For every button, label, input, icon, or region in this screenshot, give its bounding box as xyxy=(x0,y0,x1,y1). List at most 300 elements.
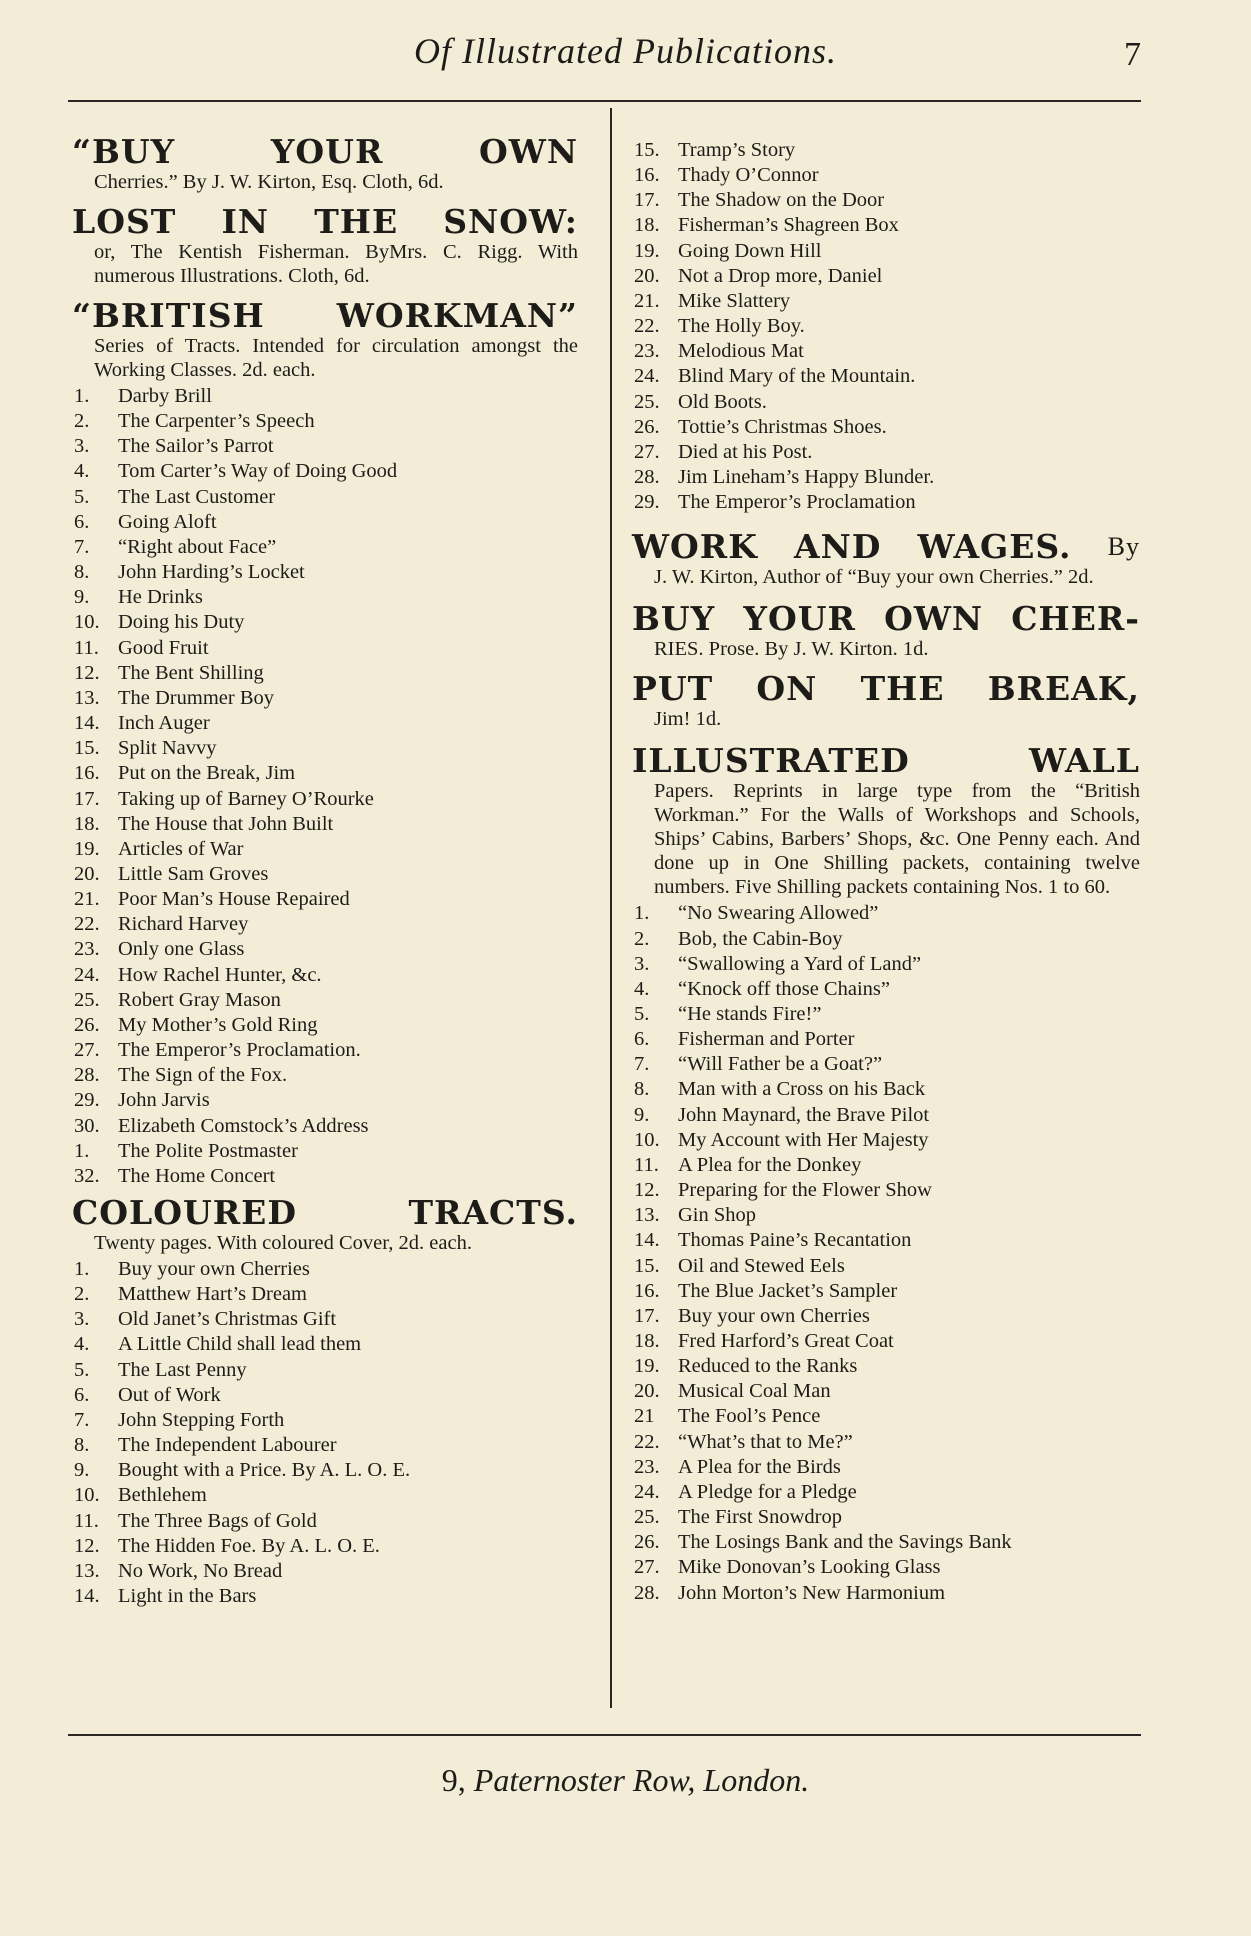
item-title: The Three Bags of Gold xyxy=(118,1509,317,1532)
item-title: The Blue Jacket’s Sampler xyxy=(678,1279,898,1302)
heading-word: CHER- xyxy=(1011,599,1140,639)
item-title: Darby Brill xyxy=(118,385,212,407)
item-number: 2. xyxy=(634,927,650,950)
item-title: Fisherman’s Shagreen Box xyxy=(678,214,899,237)
list-item xyxy=(632,1329,1140,1354)
right-column xyxy=(632,138,1140,1606)
list-item xyxy=(632,239,1140,264)
list-item xyxy=(72,1257,578,1282)
list-item xyxy=(72,409,578,434)
entry-description: Twenty pages. With coloured Cover, 2d. each. xyxy=(94,1232,472,1254)
list-item xyxy=(72,560,578,585)
heading-word: TRACTS. xyxy=(408,1193,578,1232)
heading-word: SNOW: xyxy=(443,202,578,241)
list-item xyxy=(632,314,1140,339)
list-item xyxy=(72,1164,578,1189)
list-item xyxy=(72,1282,578,1307)
page-number: 7 xyxy=(1124,36,1141,73)
item-title: A Plea for the Donkey xyxy=(678,1153,862,1176)
entry-description: RIES. Prose. By J. W. Kirton. 1d. xyxy=(654,638,929,661)
item-title: The Polite Postmaster xyxy=(118,1139,298,1162)
item-number: 7. xyxy=(634,1053,650,1076)
item-number: 10. xyxy=(74,1484,100,1507)
list-item xyxy=(632,390,1140,415)
list-item xyxy=(72,610,578,635)
item-title: “No Swearing Allowed” xyxy=(678,902,879,925)
item-number: 22. xyxy=(634,1430,660,1453)
item-title: “Right about Face” xyxy=(118,535,277,558)
item-number: 3. xyxy=(74,1308,90,1331)
item-title: Robert Gray Mason xyxy=(118,988,281,1011)
item-title: Old Janet’s Christmas Gift xyxy=(118,1308,337,1331)
heading-word: “BRITISH xyxy=(72,296,265,335)
item-title: Matthew Hart’s Dream xyxy=(118,1283,307,1306)
list-item xyxy=(72,686,578,711)
item-number: 13. xyxy=(634,1204,660,1227)
list-item xyxy=(632,1354,1140,1379)
item-title: “Knock off those Chains” xyxy=(678,977,890,1000)
item-title: Blind Mary of the Mountain. xyxy=(678,365,916,388)
item-number: 16. xyxy=(74,762,100,785)
list-item xyxy=(72,1358,578,1383)
list-item xyxy=(632,1128,1140,1153)
item-number: 29. xyxy=(74,1089,100,1112)
item-number: 3. xyxy=(74,435,90,458)
item-title: Preparing for the Flower Show xyxy=(678,1179,932,1202)
item-number: 4. xyxy=(74,1333,90,1356)
heading-word: IN xyxy=(221,202,270,241)
heading-put-on-the-break xyxy=(632,671,1140,707)
item-title: The Sign of the Fox. xyxy=(118,1064,288,1087)
item-number: 25. xyxy=(634,1506,660,1529)
list-item xyxy=(72,1139,578,1164)
item-number: 18. xyxy=(634,1330,660,1352)
list-item xyxy=(632,440,1140,465)
coloured-tracts-list xyxy=(72,1257,578,1609)
item-number: 6. xyxy=(74,510,90,533)
item-title: Died at his Post. xyxy=(678,440,813,463)
item-number: 5. xyxy=(74,1358,90,1381)
list-item xyxy=(632,927,1140,952)
list-item xyxy=(632,490,1140,515)
item-number: 5. xyxy=(634,1002,650,1025)
heading-word: WAGES. xyxy=(917,527,1072,567)
item-number: 6. xyxy=(74,1383,90,1406)
item-number: 24. xyxy=(634,1480,660,1503)
item-title: Fisherman and Porter xyxy=(678,1028,855,1051)
item-number: 26. xyxy=(634,415,660,438)
footer-rule xyxy=(68,1734,1141,1736)
item-title: The Hidden Foe. By A. L. O. E. xyxy=(118,1534,380,1557)
item-number: 9. xyxy=(634,1103,650,1126)
item-number: 3. xyxy=(634,952,650,975)
heading-word: OWN xyxy=(479,132,578,171)
item-number: 25. xyxy=(634,390,660,413)
list-item xyxy=(72,1433,578,1458)
heading-word: LOST xyxy=(72,202,177,241)
item-title: The Fool’s Pence xyxy=(678,1405,821,1428)
item-title: How Rachel Hunter, &c. xyxy=(118,963,322,986)
heading-work-and-wages xyxy=(632,529,1140,565)
item-title: Tramp’s Story xyxy=(678,139,796,161)
item-title: Mike Slattery xyxy=(678,289,791,312)
list-item xyxy=(632,1379,1140,1404)
item-title: The Shadow on the Door xyxy=(678,189,885,212)
list-item xyxy=(72,510,578,535)
running-title: Of Illustrated Publications. xyxy=(414,31,837,71)
item-title: The Last Penny xyxy=(118,1358,247,1381)
item-title: The Carpenter’s Speech xyxy=(118,410,315,433)
list-item xyxy=(632,1404,1140,1429)
left-column xyxy=(72,128,578,1609)
item-number: 14. xyxy=(634,1229,660,1252)
item-title: Light in the Bars xyxy=(118,1585,257,1608)
list-item xyxy=(72,1584,578,1609)
item-title: Good Fruit xyxy=(118,636,209,659)
item-title: Tottie’s Christmas Shoes. xyxy=(678,415,887,438)
item-number: 18. xyxy=(74,812,100,835)
list-item xyxy=(72,585,578,610)
list-item xyxy=(632,1530,1140,1555)
item-title: Elizabeth Comstock’s Address xyxy=(118,1114,369,1137)
list-item xyxy=(72,1483,578,1508)
item-number: 1. xyxy=(74,1258,90,1280)
item-number: 7. xyxy=(74,1408,90,1431)
list-item xyxy=(632,901,1140,926)
item-title: The Last Customer xyxy=(118,485,276,508)
item-number: 19. xyxy=(634,1355,660,1378)
item-number: 8. xyxy=(634,1078,650,1101)
item-title: Out of Work xyxy=(118,1383,221,1406)
list-item xyxy=(632,1581,1140,1606)
heading-word: ON xyxy=(756,669,818,709)
item-number: 10. xyxy=(74,611,100,634)
wall-papers-list xyxy=(632,901,1140,1605)
list-item xyxy=(632,1203,1140,1228)
item-number: 23. xyxy=(634,1455,660,1478)
list-item xyxy=(632,977,1140,1002)
item-title: Oil and Stewed Eels xyxy=(678,1254,845,1277)
item-title: The Emperor’s Proclamation xyxy=(678,491,916,514)
item-title: Going Aloft xyxy=(118,510,217,533)
item-number: 21. xyxy=(634,289,660,312)
item-number: 22. xyxy=(74,913,100,936)
list-item xyxy=(72,711,578,736)
item-number: 27. xyxy=(634,1556,660,1579)
item-title: Taking up of Barney O’Rourke xyxy=(118,787,374,810)
item-title: Articles of War xyxy=(118,837,244,860)
item-number: 26. xyxy=(634,1531,660,1554)
list-item xyxy=(632,1027,1140,1052)
header-rule xyxy=(68,100,1141,102)
list-item xyxy=(72,1038,578,1063)
list-item xyxy=(72,812,578,837)
item-number: 20. xyxy=(634,264,660,287)
item-title: Jim Lineham’s Happy Blunder. xyxy=(678,466,935,489)
item-title: Fred Harford’s Great Coat xyxy=(678,1330,894,1352)
item-number: 8. xyxy=(74,1434,90,1457)
item-number: 28. xyxy=(634,466,660,489)
item-title: Going Down Hill xyxy=(678,239,822,262)
item-number: 27. xyxy=(634,440,660,463)
entry-description: Papers. Reprints in large type from the “British Workman.” For the Walls of Workshops and Schools, Ships’ Cabins, Barbers’ Shops, &c. One Penny each. And done up in One Shilling packets, containing twelve numbers. Five Shilling packets containing Nos. 1 to 60. xyxy=(654,780,1140,899)
item-title: He Drinks xyxy=(118,586,203,609)
footer-address: Paternoster Row, London. xyxy=(473,1762,810,1798)
item-title: My Account with Her Majesty xyxy=(678,1128,929,1151)
heading-word: COLOURED xyxy=(72,1193,297,1232)
list-item xyxy=(72,1114,578,1139)
item-number: 12. xyxy=(634,1179,660,1202)
item-title: No Work, No Bread xyxy=(118,1559,283,1582)
item-title: Bethlehem xyxy=(118,1484,207,1507)
list-item xyxy=(632,1304,1140,1329)
item-title: The Drummer Boy xyxy=(118,686,274,709)
item-title: John Jarvis xyxy=(118,1089,210,1112)
item-number: 28. xyxy=(74,1064,100,1087)
item-title: Richard Harvey xyxy=(118,913,249,936)
item-title: The Holly Boy. xyxy=(678,315,805,338)
item-number: 14. xyxy=(74,1585,100,1608)
item-title: Thady O’Connor xyxy=(678,164,819,187)
item-title: A Little Child shall lead them xyxy=(118,1333,362,1356)
list-item xyxy=(72,937,578,962)
item-number: 24. xyxy=(74,963,100,986)
list-item xyxy=(632,213,1140,238)
page-footer xyxy=(0,1762,1251,1799)
item-number: 21. xyxy=(74,888,100,911)
item-number: 26. xyxy=(74,1013,100,1036)
entry-description: or, The Kentish Fisherman. ByMrs. C. Rigg. With numerous Illustrations. Cloth, 6d. xyxy=(94,241,578,287)
item-number: 2. xyxy=(74,1283,90,1306)
list-item xyxy=(632,1505,1140,1530)
item-title: Inch Auger xyxy=(118,712,210,735)
list-item xyxy=(632,1254,1140,1279)
heading-word: THE xyxy=(314,202,399,241)
heading-word: ILLUSTRATED xyxy=(632,741,910,781)
item-number: 19. xyxy=(74,837,100,860)
list-item xyxy=(72,862,578,887)
item-number: 13. xyxy=(74,1559,100,1582)
list-item xyxy=(632,1077,1140,1102)
item-number: 10. xyxy=(634,1128,660,1151)
item-title: The Bent Shilling xyxy=(118,661,264,684)
item-number: 19. xyxy=(634,239,660,262)
item-number: 11. xyxy=(74,1509,99,1532)
item-title: Musical Coal Man xyxy=(678,1380,831,1403)
item-number: 5. xyxy=(74,485,90,508)
list-item xyxy=(72,988,578,1013)
list-item xyxy=(72,1534,578,1559)
item-title: A Pledge for a Pledge xyxy=(678,1480,857,1503)
item-number: 18. xyxy=(634,214,660,237)
heading-coloured-tracts xyxy=(72,1195,578,1231)
item-number: 1. xyxy=(634,902,650,925)
item-number: 17. xyxy=(634,1304,660,1327)
item-title: Little Sam Groves xyxy=(118,862,269,885)
list-item xyxy=(72,1458,578,1483)
item-title: Old Boots. xyxy=(678,390,767,413)
item-title: “He stands Fire!” xyxy=(678,1002,822,1025)
list-item xyxy=(72,887,578,912)
heading-lost-in-the-snow xyxy=(72,204,578,240)
entry-description: Jim! 1d. xyxy=(654,708,722,731)
list-item xyxy=(632,465,1140,490)
item-title: John Stepping Forth xyxy=(118,1408,285,1431)
list-item xyxy=(632,1279,1140,1304)
item-title: “Will Father be a Goat?” xyxy=(678,1053,883,1076)
item-number: 16. xyxy=(634,164,660,187)
heading-byline: By xyxy=(1107,532,1140,562)
item-number: 16. xyxy=(634,1279,660,1302)
item-number: 11. xyxy=(74,636,99,659)
item-number: 20. xyxy=(634,1380,660,1403)
item-title: Bob, the Cabin-Boy xyxy=(678,927,843,950)
heading-buy-your-own-cherries xyxy=(632,601,1140,637)
list-item xyxy=(72,485,578,510)
entry-description: J. W. Kirton, Author of “Buy your own Cherries.” 2d. xyxy=(654,566,1094,589)
item-number: 2. xyxy=(74,410,90,433)
heading-illustrated-wall xyxy=(632,743,1140,779)
item-number: 32. xyxy=(74,1164,100,1187)
heading-british-workman xyxy=(72,298,578,334)
list-item xyxy=(632,1153,1140,1178)
list-item xyxy=(632,952,1140,977)
list-item xyxy=(72,1088,578,1113)
coloured-tracts-list-continued xyxy=(632,138,1140,515)
item-title: The First Snowdrop xyxy=(678,1506,842,1529)
item-number: 13. xyxy=(74,686,100,709)
item-number: 28. xyxy=(634,1581,660,1604)
list-item xyxy=(632,264,1140,289)
item-number: 11. xyxy=(634,1153,659,1176)
item-number: 30. xyxy=(74,1114,100,1137)
list-item xyxy=(72,736,578,761)
item-title: “Swallowing a Yard of Land” xyxy=(678,952,922,975)
item-title: Tom Carter’s Way of Doing Good xyxy=(118,460,398,483)
list-item xyxy=(72,1383,578,1408)
item-number: 15. xyxy=(634,1254,660,1277)
list-item xyxy=(72,1063,578,1088)
item-number: 4. xyxy=(634,977,650,1000)
item-number: 15. xyxy=(74,737,100,760)
list-item xyxy=(632,1178,1140,1203)
item-title: My Mother’s Gold Ring xyxy=(118,1013,318,1036)
list-item xyxy=(632,138,1140,163)
item-number: 15. xyxy=(634,139,660,161)
item-number: 9. xyxy=(74,1459,90,1482)
list-item xyxy=(632,1103,1140,1128)
item-title: The Emperor’s Proclamation. xyxy=(118,1039,361,1062)
list-item xyxy=(72,434,578,459)
item-number: 12. xyxy=(74,661,100,684)
footer-number: 9, xyxy=(441,1762,466,1798)
list-item xyxy=(632,1430,1140,1455)
page-header xyxy=(0,30,1251,90)
list-item xyxy=(72,535,578,560)
item-number: 24. xyxy=(634,365,660,388)
item-title: Reduced to the Ranks xyxy=(678,1355,858,1378)
list-item xyxy=(632,163,1140,188)
item-title: Buy your own Cherries xyxy=(118,1258,310,1280)
item-number: 4. xyxy=(74,460,90,483)
heading-word: OWN xyxy=(884,599,984,639)
item-title: Mike Donovan’s Looking Glass xyxy=(678,1556,941,1579)
item-title: “What’s that to Me?” xyxy=(678,1430,853,1453)
item-title: A Plea for the Birds xyxy=(678,1455,841,1478)
heading-word: PUT xyxy=(632,669,714,709)
list-item xyxy=(632,1555,1140,1580)
british-workman-list xyxy=(72,384,578,1189)
entry-description: Cherries.” By J. W. Kirton, Esq. Cloth, 6d. xyxy=(94,171,444,193)
item-number: 12. xyxy=(74,1534,100,1557)
list-item xyxy=(632,1455,1140,1480)
list-item xyxy=(72,1332,578,1357)
list-item xyxy=(632,415,1140,440)
list-item xyxy=(72,837,578,862)
heading-buy-your-own xyxy=(72,134,578,170)
heading-word: YOUR xyxy=(743,599,856,639)
list-item xyxy=(632,289,1140,314)
list-item xyxy=(72,1559,578,1584)
item-number: 8. xyxy=(74,561,90,584)
item-number: 6. xyxy=(634,1028,650,1051)
item-number: 17. xyxy=(634,189,660,212)
list-item xyxy=(632,1052,1140,1077)
item-title: The Independent Labourer xyxy=(118,1434,337,1457)
item-title: Split Navvy xyxy=(118,737,217,760)
heading-word: WORKMAN” xyxy=(336,296,578,335)
entry-description: Series of Tracts. Intended for circulation amongst the Working Classes. 2d. each. xyxy=(94,335,578,381)
item-title: John Maynard, the Brave Pilot xyxy=(678,1103,930,1126)
item-title: The House that John Built xyxy=(118,812,334,835)
heading-word: AND xyxy=(794,527,882,567)
item-number: 1. xyxy=(74,385,90,407)
list-item xyxy=(72,636,578,661)
item-number: 9. xyxy=(74,586,90,609)
item-title: The Losings Bank and the Savings Bank xyxy=(678,1531,1012,1554)
heading-word: BREAK, xyxy=(987,669,1140,709)
list-item xyxy=(632,1002,1140,1027)
item-title: Poor Man’s House Repaired xyxy=(118,888,350,911)
heading-word: THE xyxy=(860,669,945,709)
item-number: 22. xyxy=(634,315,660,338)
item-number: 25. xyxy=(74,988,100,1011)
item-number: 20. xyxy=(74,862,100,885)
item-number: 1. xyxy=(74,1139,90,1162)
list-item xyxy=(72,1307,578,1332)
item-title: Thomas Paine’s Recantation xyxy=(678,1229,912,1252)
item-number: 14. xyxy=(74,712,100,735)
list-item xyxy=(632,339,1140,364)
heading-word: “BUY xyxy=(72,132,176,171)
item-number: 23. xyxy=(74,938,100,961)
list-item xyxy=(72,384,578,409)
item-title: John Morton’s New Harmonium xyxy=(678,1581,946,1604)
list-item xyxy=(72,1509,578,1534)
list-item xyxy=(632,1480,1140,1505)
item-title: Put on the Break, Jim xyxy=(118,762,296,785)
item-title: The Sailor’s Parrot xyxy=(118,435,274,458)
list-item xyxy=(72,459,578,484)
heading-word: WORK xyxy=(632,527,758,567)
item-number: 29. xyxy=(634,491,660,514)
list-item xyxy=(632,1228,1140,1253)
list-item xyxy=(632,188,1140,213)
item-number: 27. xyxy=(74,1039,100,1062)
heading-word: WALL xyxy=(1029,741,1140,781)
heading-word: BUY xyxy=(632,599,716,639)
list-item xyxy=(72,661,578,686)
